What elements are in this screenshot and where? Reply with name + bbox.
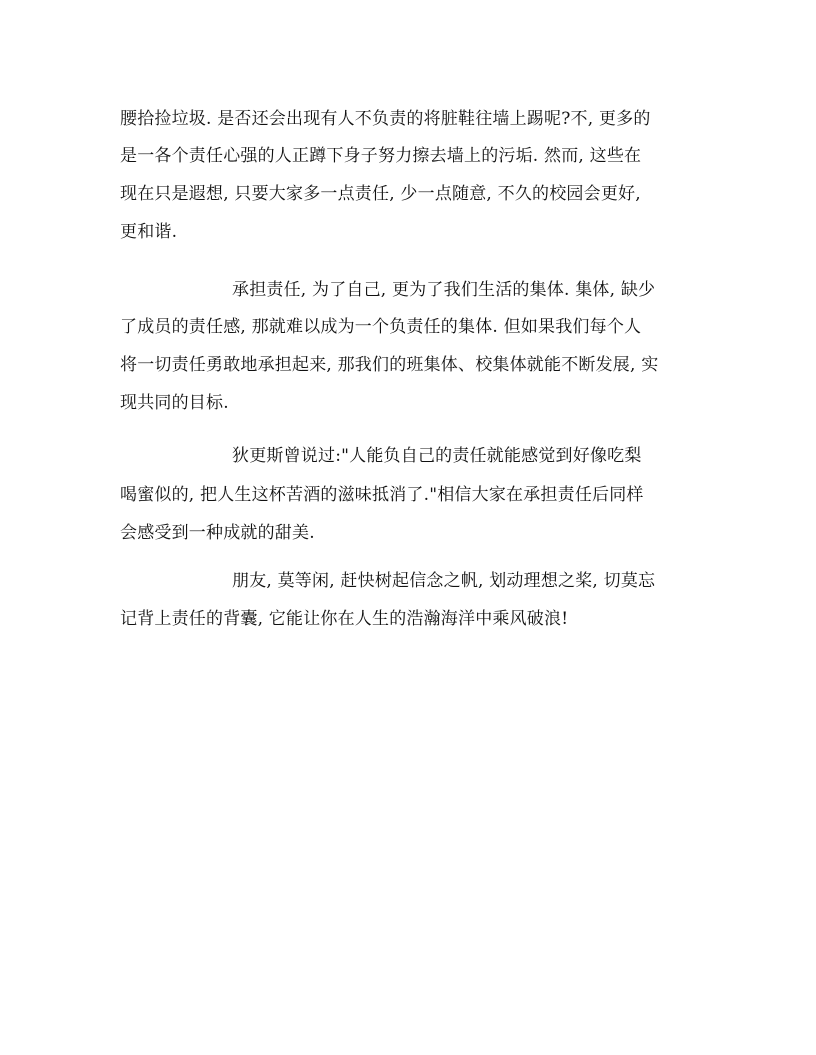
text-line: 会感受到一种成就的甜美. bbox=[120, 523, 315, 543]
text-line: 承担责任, 为了自己, 更为了我们生活的集体. 集体, 缺少 bbox=[232, 280, 656, 300]
text-line: 朋友, 莫等闲, 赶快树起信念之帆, 划动理想之桨, 切莫忘 bbox=[232, 571, 656, 591]
text-line: 更和谐. bbox=[120, 222, 178, 242]
text-line: 将一切责任勇敢地承担起来, 那我们的班集体、校集体就能不断发展, 实 bbox=[120, 355, 659, 375]
text-line: 喝蜜似的, 把人生这杯苦酒的滋味抵消了."相信大家在承担责任后同样 bbox=[120, 485, 644, 505]
text-line: 了成员的责任感, 那就难以成为一个负责任的集体. 但如果我们每个人 bbox=[120, 317, 642, 337]
text-line: 现共同的目标. bbox=[120, 393, 229, 413]
text-line: 现在只是遐想, 只要大家多一点责任, 少一点随意, 不久的校园会更好, bbox=[120, 184, 641, 204]
text-line: 是一各个责任心强的人正蹲下身子努力擦去墙上的污垢. 然而, 这些在 bbox=[120, 146, 642, 166]
text-line: 狄更斯曾说过:"人能负自己的责任就能感觉到好像吃梨 bbox=[232, 446, 642, 466]
text-line: 记背上责任的背囊, 它能让你在人生的浩瀚海洋中乘风破浪! bbox=[120, 609, 569, 629]
text-line: 腰拾捡垃圾. 是否还会出现有人不负责的将脏鞋往墙上踢呢?不, 更多的 bbox=[120, 109, 651, 129]
